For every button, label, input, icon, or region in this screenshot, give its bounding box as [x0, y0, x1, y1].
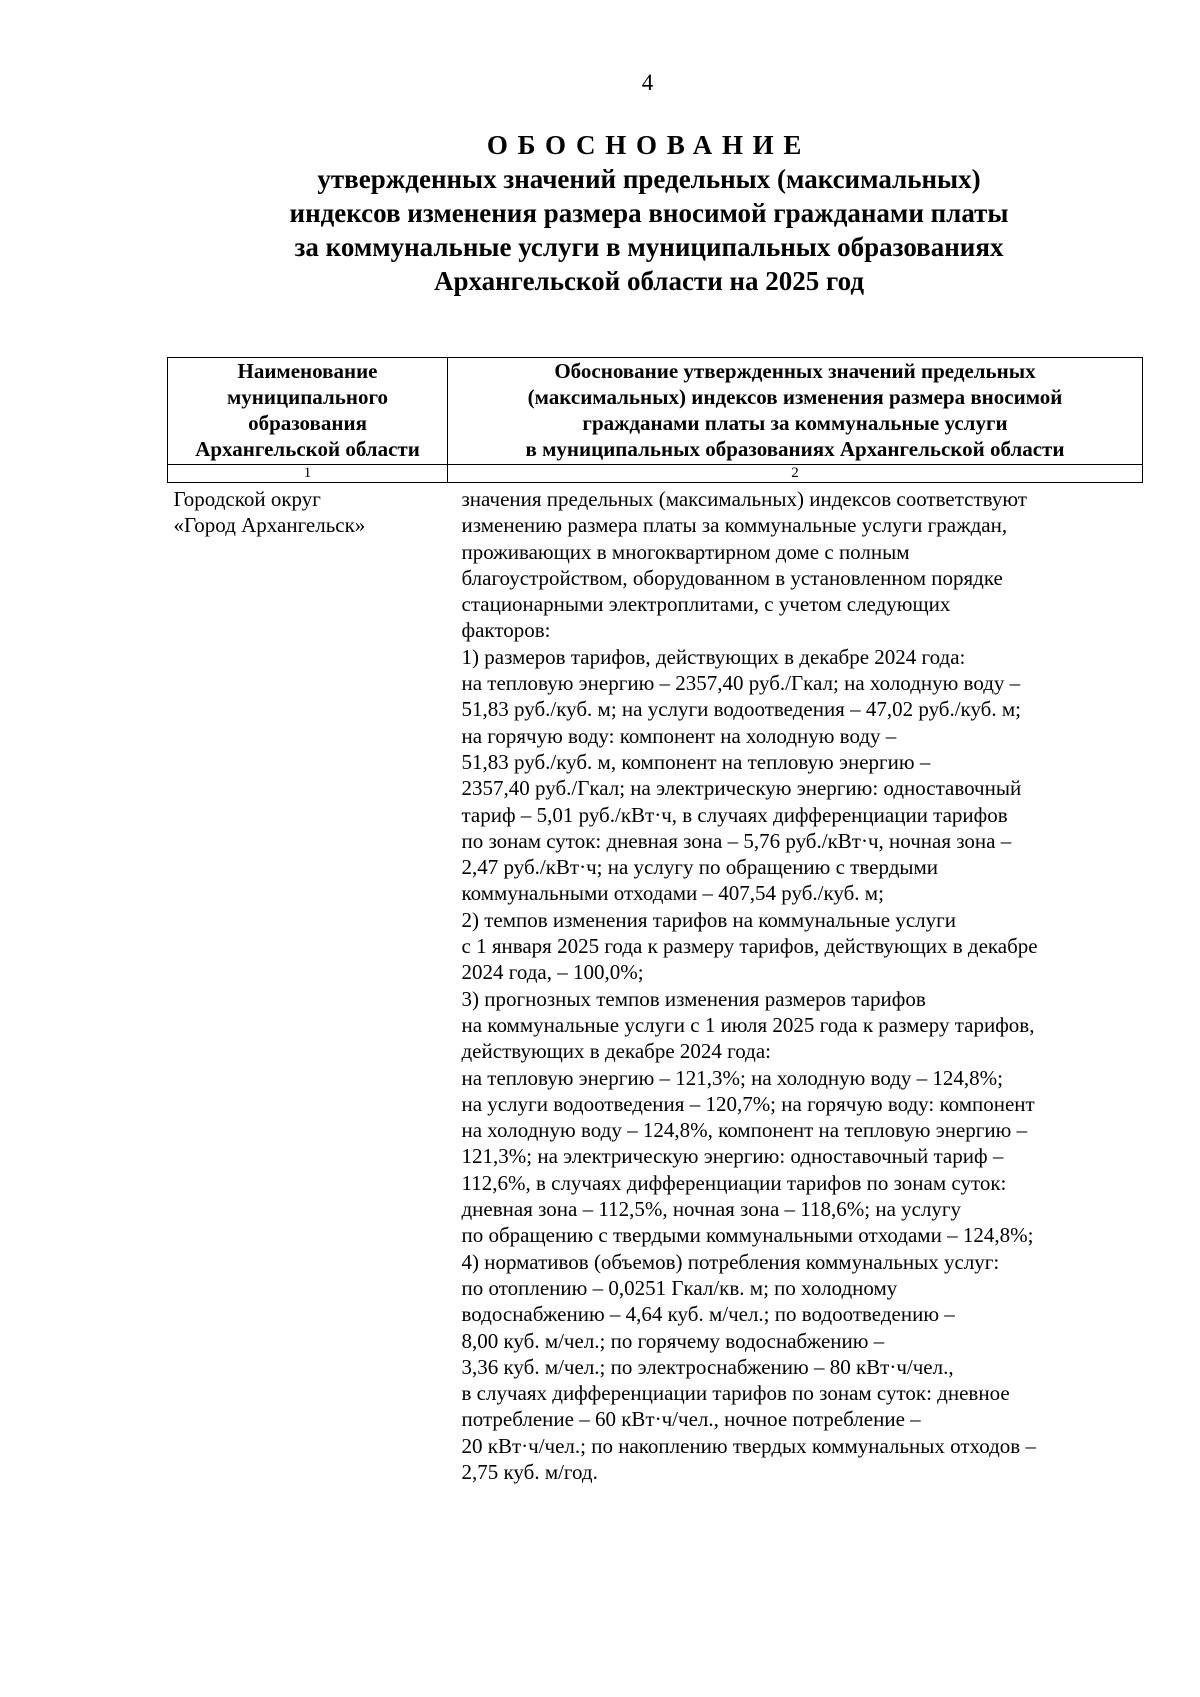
header-line: (максимальных) индексов изменения размера вносимой [527, 385, 1063, 409]
justification-line: 1) размеров тарифов, действующих в декабре 2024 года: [461, 644, 966, 669]
justification-line: 2357,40 руб./Гкал; на электрическую энергию: одноставочный [461, 776, 1022, 801]
justification-line: действующих в декабре 2024 года: [461, 1039, 771, 1064]
justification-line: дневная зона – 112,5%, ночная зона – 118,6%; на услугу [461, 1197, 962, 1222]
justification-line: 121,3%; на электрическую энергию: одноставочный тариф – [461, 1144, 1004, 1169]
justification-line: значения предельных (максимальных) индексов соответствуют [461, 487, 1027, 511]
justification-line: по зонам суток: дневная зона – 5,76 руб./кВт·ч, ночная зона – [461, 828, 1012, 853]
header-line: гражданами платы за коммунальные услуги [582, 411, 1008, 435]
header-line: муниципального [227, 385, 388, 409]
column-number: 1 [168, 465, 448, 483]
title-line: за коммунальные услуги в муниципальных образованиях [294, 232, 1004, 262]
header-line: Архангельской области [195, 437, 420, 461]
justification-line: по обращению с твердыми коммунальными отходами – 124,8%; [461, 1223, 1034, 1248]
justification-line: 3,36 куб. м/чел.; по электроснабжению – 80 кВт·ч/чел., [461, 1354, 954, 1379]
justification-line: 51,83 руб./куб. м, компонент на тепловую энергию – [461, 749, 931, 774]
header-justification [448, 358, 1143, 465]
title-line: утвержденных значений предельных (максимальных) [317, 164, 981, 194]
justification-line: 112,6%, в случаях дифференциации тарифов по зонам суток: [461, 1170, 1007, 1195]
municipality-name [168, 483, 448, 1486]
column-number: 2 [448, 465, 1143, 483]
justification-line: изменению размера платы за коммунальные услуги граждан, [461, 513, 1008, 538]
page-number: 4 [641, 70, 654, 95]
header-line: в муниципальных образованиях Архангельской области [525, 437, 1065, 461]
justification-line: на тепловую энергию – 121,3%; на холодную воду – 124,8%; [461, 1065, 1003, 1090]
title-main: ОБОСНОВАНИЕ [486, 130, 812, 160]
justification-line: 8,00 куб. м/чел.; по горячему водоснабжению – [461, 1328, 885, 1353]
justification-line: проживающих в многоквартирном доме с полным [461, 539, 910, 564]
justification-line: коммунальными отходами – 407,54 руб./куб. м; [461, 881, 884, 906]
justification-line: 2,47 руб./кВт·ч; на услугу по обращению с твердыми [461, 855, 939, 880]
justification-table [167, 357, 1143, 1485]
justification-line: с 1 января 2025 года к размеру тарифов, действующих в декабре [461, 934, 1038, 959]
justification-line: потребление – 60 кВт·ч/чел., ночное потребление – [461, 1407, 921, 1432]
justification-line: тариф – 5,01 руб./кВт·ч, в случаях дифференциации тарифов [461, 802, 1008, 827]
justification-line: факторов: [461, 618, 551, 643]
justification-text [448, 483, 1143, 1486]
header-line: образования [248, 411, 367, 435]
justification-line: по отоплению – 0,0251 Гкал/кв. м; по холодному [461, 1275, 898, 1300]
justification-line: на горячую воду: компонент на холодную воду – [461, 723, 897, 748]
justification-line: на холодную воду – 124,8%, компонент на тепловую энергию – [461, 1118, 1028, 1143]
document-title [0, 128, 1200, 298]
justification-line: 4) нормативов (объемов) потребления коммунальных услуг: [461, 1249, 1000, 1274]
justification-line: стационарными электроплитами, с учетом следующих [461, 592, 951, 617]
title-line: Архангельской области на 2025 год [433, 266, 865, 296]
header-line: Обоснование утвержденных значений предельных [554, 359, 1036, 383]
municipality-name-line: Городской округ [173, 487, 321, 511]
justification-line: 20 кВт·ч/чел.; по накоплению твердых коммунальных отходов – [461, 1433, 1036, 1458]
column-number-row [168, 465, 1143, 483]
justification-line: 3) прогнозных темпов изменения размеров тарифов [461, 986, 926, 1011]
title-line: индексов изменения размера вносимой гражданами платы [289, 198, 1009, 228]
justification-line: на услуги водоотведения – 120,7%; на горячую воду: компонент [461, 1091, 1035, 1116]
justification-line: 51,83 руб./куб. м; на услуги водоотведения – 47,02 руб./куб. м; [461, 697, 1021, 722]
justification-line: водоснабжению – 4,64 куб. м/чел.; по водоотведению – [461, 1302, 955, 1327]
justification-line: 2024 года, – 100,0%; [461, 960, 644, 985]
table-header-row [168, 358, 1143, 465]
justification-line: в случаях дифференциации тарифов по зонам суток: дневное [461, 1381, 1010, 1406]
municipality-name-line: «Город Архангельск» [173, 513, 366, 538]
justification-line: благоустройством, оборудованном в установленном порядке [461, 565, 1003, 590]
justification-line: на тепловую энергию – 2357,40 руб./Гкал; на холодную воду – [461, 671, 1021, 696]
table-row [168, 483, 1143, 1486]
header-line: Наименование [237, 359, 378, 383]
justification-line: на коммунальные услуги с 1 июля 2025 года к размеру тарифов, [461, 1012, 1035, 1037]
justification-line: 2,75 куб. м/год. [461, 1459, 598, 1484]
header-municipality [168, 358, 448, 465]
justification-line: 2) темпов изменения тарифов на коммунальные услуги [461, 907, 956, 932]
